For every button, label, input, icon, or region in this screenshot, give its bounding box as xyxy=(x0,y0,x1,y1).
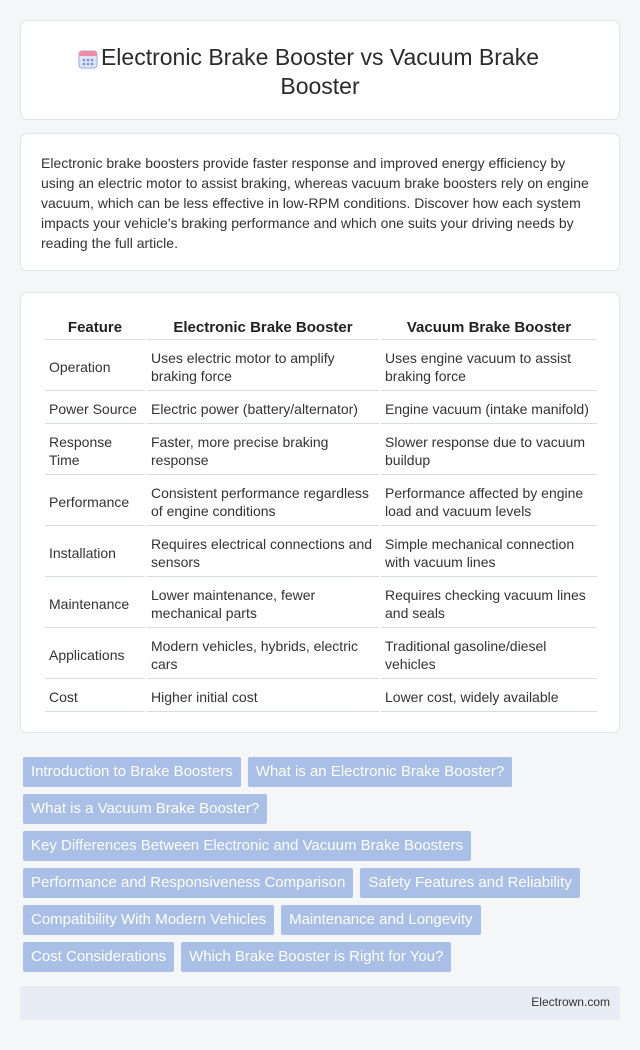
feature-cell: Cost xyxy=(45,681,145,712)
electronic-cell: Electric power (battery/alternator) xyxy=(147,393,379,424)
electronic-cell: Modern vehicles, hybrids, electric cars xyxy=(147,630,379,679)
table-row xyxy=(45,477,597,526)
table-row xyxy=(45,342,597,391)
vacuum-cell: Performance affected by engine load and vacuum levels xyxy=(381,477,597,526)
intro-card xyxy=(20,133,620,271)
tag-link[interactable]: Safety Features and Reliability xyxy=(360,868,579,898)
header-vacuum: Vacuum Brake Booster xyxy=(381,316,597,340)
electronic-cell: Uses electric motor to amplify braking force xyxy=(147,342,379,391)
vacuum-cell: Engine vacuum (intake manifold) xyxy=(381,393,597,424)
tag-link[interactable]: Compatibility With Modern Vehicles xyxy=(23,905,274,935)
feature-cell: Installation xyxy=(45,528,145,577)
table-row xyxy=(45,630,597,679)
electronic-cell: Faster, more precise braking response xyxy=(147,426,379,475)
tag-link[interactable]: What is an Electronic Brake Booster? xyxy=(248,757,512,787)
tag-link[interactable]: Cost Considerations xyxy=(23,942,174,972)
tag-link[interactable]: Key Differences Between Electronic and Vacuum Brake Boosters xyxy=(23,831,471,861)
tag-row xyxy=(23,868,623,898)
comparison-table-card xyxy=(20,292,620,733)
feature-cell: Operation xyxy=(45,342,145,391)
electronic-cell: Higher initial cost xyxy=(147,681,379,712)
table-row xyxy=(45,426,597,475)
table-row xyxy=(45,528,597,577)
vacuum-cell: Lower cost, widely available xyxy=(381,681,597,712)
tag-row xyxy=(23,757,623,787)
footer xyxy=(20,986,620,1020)
tag-link[interactable]: Which Brake Booster is Right for You? xyxy=(181,942,451,972)
header-feature: Feature xyxy=(45,316,145,340)
vacuum-cell: Slower response due to vacuum buildup xyxy=(381,426,597,475)
comparison-table xyxy=(43,314,599,714)
vacuum-cell: Requires checking vacuum lines and seals xyxy=(381,579,597,628)
vacuum-cell: Uses engine vacuum to assist braking force xyxy=(381,342,597,391)
vacuum-cell: Simple mechanical connection with vacuum lines xyxy=(381,528,597,577)
electronic-cell: Lower maintenance, fewer mechanical parts xyxy=(147,579,379,628)
topic-tags xyxy=(23,757,623,979)
feature-cell: Power Source xyxy=(45,393,145,424)
table-header-row xyxy=(45,316,597,340)
intro-text: Electronic brake boosters provide faster response and improved energy efficiency by using an electric motor to assist braking, whereas vacuum brake boosters rely on engine vacuum, which can be less effective in low-RPM conditions. Discover how each system impacts your vehicle's braking performance and which one suits your driving needs by reading the full article. xyxy=(41,155,589,251)
tag-link[interactable]: Performance and Responsiveness Comparison xyxy=(23,868,353,898)
tag-row xyxy=(23,794,623,824)
title-card xyxy=(20,20,620,120)
tag-link[interactable]: Introduction to Brake Boosters xyxy=(23,757,241,787)
tag-link[interactable]: Maintenance and Longevity xyxy=(281,905,480,935)
tag-row xyxy=(23,831,623,861)
feature-cell: Maintenance xyxy=(45,579,145,628)
electronic-cell: Consistent performance regardless of engine conditions xyxy=(147,477,379,526)
tag-link[interactable]: What is a Vacuum Brake Booster? xyxy=(23,794,267,824)
page-title: Electronic Brake Booster vs Vacuum Brake Booster xyxy=(100,44,540,99)
feature-cell: Applications xyxy=(45,630,145,679)
table-row xyxy=(45,393,597,424)
table-row xyxy=(45,681,597,712)
tag-row xyxy=(23,905,623,935)
header-electronic: Electronic Brake Booster xyxy=(147,316,379,340)
table-row xyxy=(45,579,597,628)
electronic-cell: Requires electrical connections and sensors xyxy=(147,528,379,577)
footer-site-link[interactable]: Electrown.com xyxy=(531,995,610,1009)
tag-row xyxy=(23,942,623,972)
feature-cell: Response Time xyxy=(45,426,145,475)
vacuum-cell: Traditional gasoline/diesel vehicles xyxy=(381,630,597,679)
feature-cell: Performance xyxy=(45,477,145,526)
